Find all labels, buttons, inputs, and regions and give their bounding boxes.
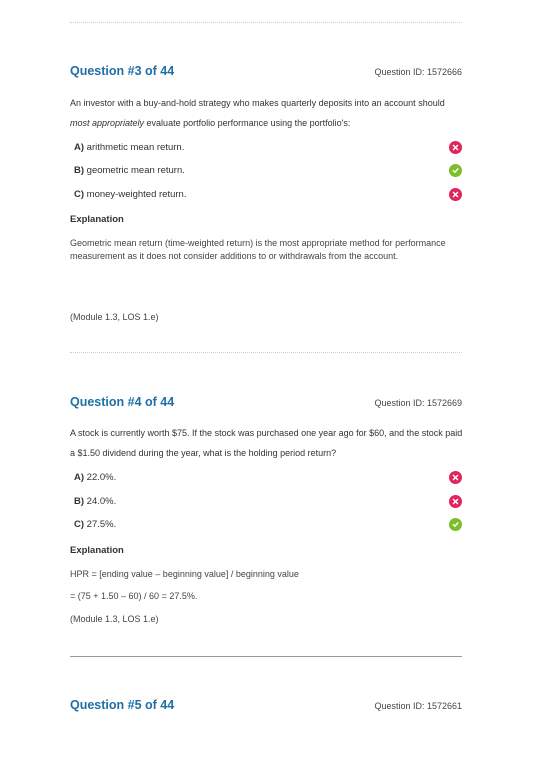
incorrect-icon [449, 495, 462, 508]
answer-option-c [74, 187, 464, 203]
question-title: Question #3 of 44 [70, 64, 175, 78]
question-id: Question ID: 1572666 [374, 67, 462, 77]
option-letter: B) [74, 496, 85, 507]
question-id: Question ID: 1572669 [374, 398, 462, 408]
option-letter: A) [74, 472, 85, 483]
option-text: money-weighted return. [84, 189, 187, 200]
question-id: Question ID: 1572661 [374, 701, 462, 711]
question-title: Question #5 of 44 [70, 698, 175, 712]
stem-emphasis: most appropriately [70, 118, 145, 128]
explanation-heading: Explanation [70, 545, 124, 556]
question-stem [70, 93, 465, 133]
divider [70, 22, 462, 23]
stem-text: An investor with a buy-and-hold strategy who makes quarterly deposits into an account should [70, 98, 445, 108]
explanation-line: = (75 + 1.50 – 60) / 60 = 27.5%. [70, 591, 198, 601]
reference: (Module 1.3, LOS 1.e) [70, 312, 159, 322]
option-letter: C) [74, 519, 85, 530]
incorrect-icon [449, 188, 462, 201]
option-text: geometric mean return. [84, 165, 185, 176]
option-text: 22.0%. [84, 472, 117, 483]
answer-option-a [74, 140, 464, 156]
question-4-header [70, 395, 462, 409]
explanation-heading: Explanation [70, 214, 124, 225]
incorrect-icon [449, 471, 462, 484]
question-stem: A stock is currently worth $75. If the stock was purchased one year ago for $60, and the stock paid a $1.50 dividend during the year, what is the holding period return? [70, 428, 463, 458]
divider [70, 656, 462, 657]
option-letter: C) [74, 189, 85, 200]
correct-icon [449, 164, 462, 177]
question-5-header [70, 698, 462, 712]
option-letter: A) [74, 142, 85, 153]
option-text: 27.5%. [84, 519, 117, 530]
stem-text: evaluate portfolio performance using the portfolio's: [144, 118, 351, 128]
option-text: 24.0%. [84, 496, 117, 507]
reference: (Module 1.3, LOS 1.e) [70, 614, 159, 624]
explanation-text: Geometric mean return (time-weighted return) is the most appropriate method for performance measurement as it does not consider additions to or withdrawals from the account. [70, 238, 446, 261]
explanation-line: HPR = [ending value – beginning value] / beginning value [70, 569, 299, 579]
correct-icon [449, 518, 462, 531]
option-letter: B) [74, 165, 85, 176]
answer-option-b [74, 494, 464, 510]
question-title: Question #4 of 44 [70, 395, 175, 409]
divider [70, 352, 462, 353]
answer-option-b [74, 163, 464, 179]
question-3-header [70, 64, 462, 78]
option-text: arithmetic mean return. [84, 142, 185, 153]
answer-option-c [74, 517, 464, 533]
answer-option-a [74, 470, 464, 486]
incorrect-icon [449, 141, 462, 154]
